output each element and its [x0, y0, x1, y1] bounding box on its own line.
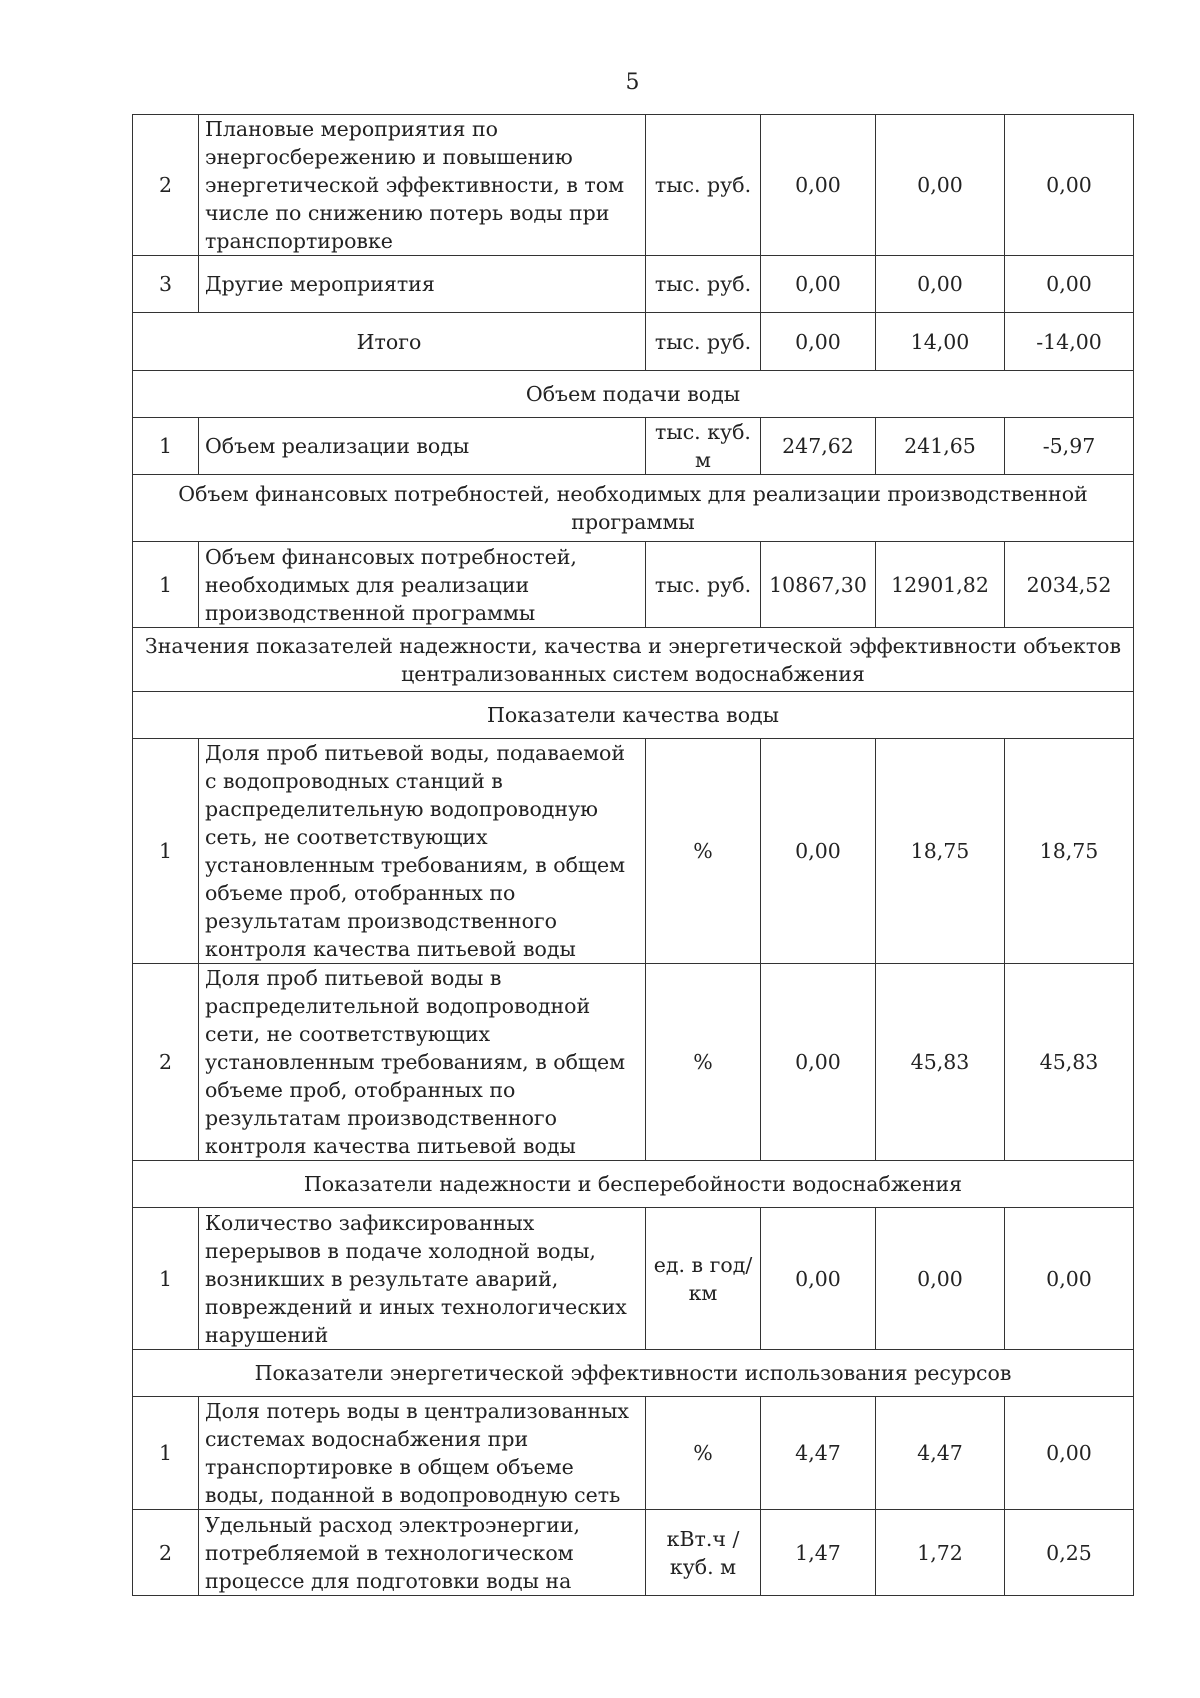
- section-header: [133, 692, 1134, 739]
- total-row: [133, 313, 1134, 371]
- row-value-1: 0,00: [761, 739, 876, 964]
- row-number: 1: [133, 1208, 199, 1350]
- table-row: [133, 1208, 1134, 1350]
- indicators-section-title: Значения показателей надежности, качества и энергетической эффективности объектов централизованных систем водоснабжения: [133, 628, 1134, 692]
- total-value-3: -14,00: [1005, 313, 1134, 371]
- section-header: [133, 371, 1134, 418]
- finance-section-title: Объем финансовых потребностей, необходимых для реализации производственной программы: [133, 475, 1134, 542]
- row-number: 1: [133, 418, 199, 475]
- row-value-1: 10867,30: [761, 542, 876, 628]
- table-row: [133, 1397, 1134, 1510]
- row-number: 2: [133, 1510, 199, 1596]
- table-row: [133, 418, 1134, 475]
- total-label: Итого: [133, 313, 646, 371]
- row-name: Доля потерь воды в централизованных системах водоснабжения при транспортировке в общем объеме воды, поданной в водопроводную сеть: [199, 1397, 646, 1510]
- row-value-2: 12901,82: [876, 542, 1005, 628]
- row-value-3: 2034,52: [1005, 542, 1134, 628]
- row-value-3: 18,75: [1005, 739, 1134, 964]
- row-value-2: 0,00: [876, 1208, 1005, 1350]
- row-number: 2: [133, 964, 199, 1161]
- row-value-2: 241,65: [876, 418, 1005, 475]
- table-row: [133, 256, 1134, 313]
- row-number: 3: [133, 256, 199, 313]
- row-name: Объем реализации воды: [199, 418, 646, 475]
- row-unit: %: [646, 739, 761, 964]
- row-unit: тыс. руб.: [646, 256, 761, 313]
- row-value-1: 1,47: [761, 1510, 876, 1596]
- row-value-1: 0,00: [761, 1208, 876, 1350]
- total-unit: тыс. руб.: [646, 313, 761, 371]
- row-number: 2: [133, 115, 199, 256]
- row-value-3: 0,00: [1005, 1397, 1134, 1510]
- row-unit: ед. в год/ км: [646, 1208, 761, 1350]
- row-value-1: 0,00: [761, 115, 876, 256]
- row-value-1: 0,00: [761, 256, 876, 313]
- row-name: Плановые мероприятия по энергосбережению и повышению энергетической эффективности, в том числе по снижению потерь воды при транспортировке: [199, 115, 646, 256]
- table-row: [133, 964, 1134, 1161]
- row-name: Удельный расход электроэнергии, потребляемой в технологическом процессе для подготовки воды на: [199, 1510, 646, 1596]
- row-value-2: 0,00: [876, 115, 1005, 256]
- row-value-3: -5,97: [1005, 418, 1134, 475]
- row-name: Объем финансовых потребностей, необходимых для реализации производственной программы: [199, 542, 646, 628]
- production-program-table: [132, 114, 1134, 1596]
- row-unit: %: [646, 964, 761, 1161]
- row-number: 1: [133, 542, 199, 628]
- row-name: Количество зафиксированных перерывов в подаче холодной воды, возникших в результате аварий, повреждений и иных технологических нарушений: [199, 1208, 646, 1350]
- table-row: [133, 542, 1134, 628]
- row-unit: тыс. куб. м: [646, 418, 761, 475]
- row-value-2: 0,00: [876, 256, 1005, 313]
- page-number: 5: [625, 70, 640, 95]
- row-value-2: 18,75: [876, 739, 1005, 964]
- quality-section-title: Показатели качества воды: [133, 692, 1134, 739]
- row-name: Другие мероприятия: [199, 256, 646, 313]
- row-value-2: 1,72: [876, 1510, 1005, 1596]
- row-unit: %: [646, 1397, 761, 1510]
- row-value-3: 0,00: [1005, 1208, 1134, 1350]
- table-row: [133, 115, 1134, 256]
- row-unit: тыс. руб.: [646, 115, 761, 256]
- row-name: Доля проб питьевой воды, подаваемой с водопроводных станций в распределительную водопроводную сеть, не соответствующих установленным требованиям, в общем объеме проб, отобранных по результатам производственного контроля качества питьевой воды: [199, 739, 646, 964]
- row-value-3: 45,83: [1005, 964, 1134, 1161]
- row-name: Доля проб питьевой воды в распределительной водопроводной сети, не соответствующих установленным требованиям, в общем объеме проб, отобранных по результатам производственного контроля качества питьевой воды: [199, 964, 646, 1161]
- row-value-2: 45,83: [876, 964, 1005, 1161]
- table-row: [133, 739, 1134, 964]
- row-number: 1: [133, 739, 199, 964]
- row-value-3: 0,00: [1005, 115, 1134, 256]
- efficiency-section-title: Показатели энергетической эффективности использования ресурсов: [133, 1350, 1134, 1397]
- total-value-2: 14,00: [876, 313, 1005, 371]
- total-value-1: 0,00: [761, 313, 876, 371]
- supply-section-title: Объем подачи воды: [133, 371, 1134, 418]
- row-value-3: 0,00: [1005, 256, 1134, 313]
- section-header: [133, 475, 1134, 542]
- row-unit: кВт.ч / куб. м: [646, 1510, 761, 1596]
- row-value-3: 0,25: [1005, 1510, 1134, 1596]
- row-unit: тыс. руб.: [646, 542, 761, 628]
- section-header: [133, 628, 1134, 692]
- reliability-section-title: Показатели надежности и бесперебойности водоснабжения: [133, 1161, 1134, 1208]
- row-value-2: 4,47: [876, 1397, 1005, 1510]
- row-value-1: 247,62: [761, 418, 876, 475]
- row-value-1: 0,00: [761, 964, 876, 1161]
- row-value-1: 4,47: [761, 1397, 876, 1510]
- table-row: [133, 1510, 1134, 1596]
- section-header: [133, 1161, 1134, 1208]
- section-header: [133, 1350, 1134, 1397]
- row-number: 1: [133, 1397, 199, 1510]
